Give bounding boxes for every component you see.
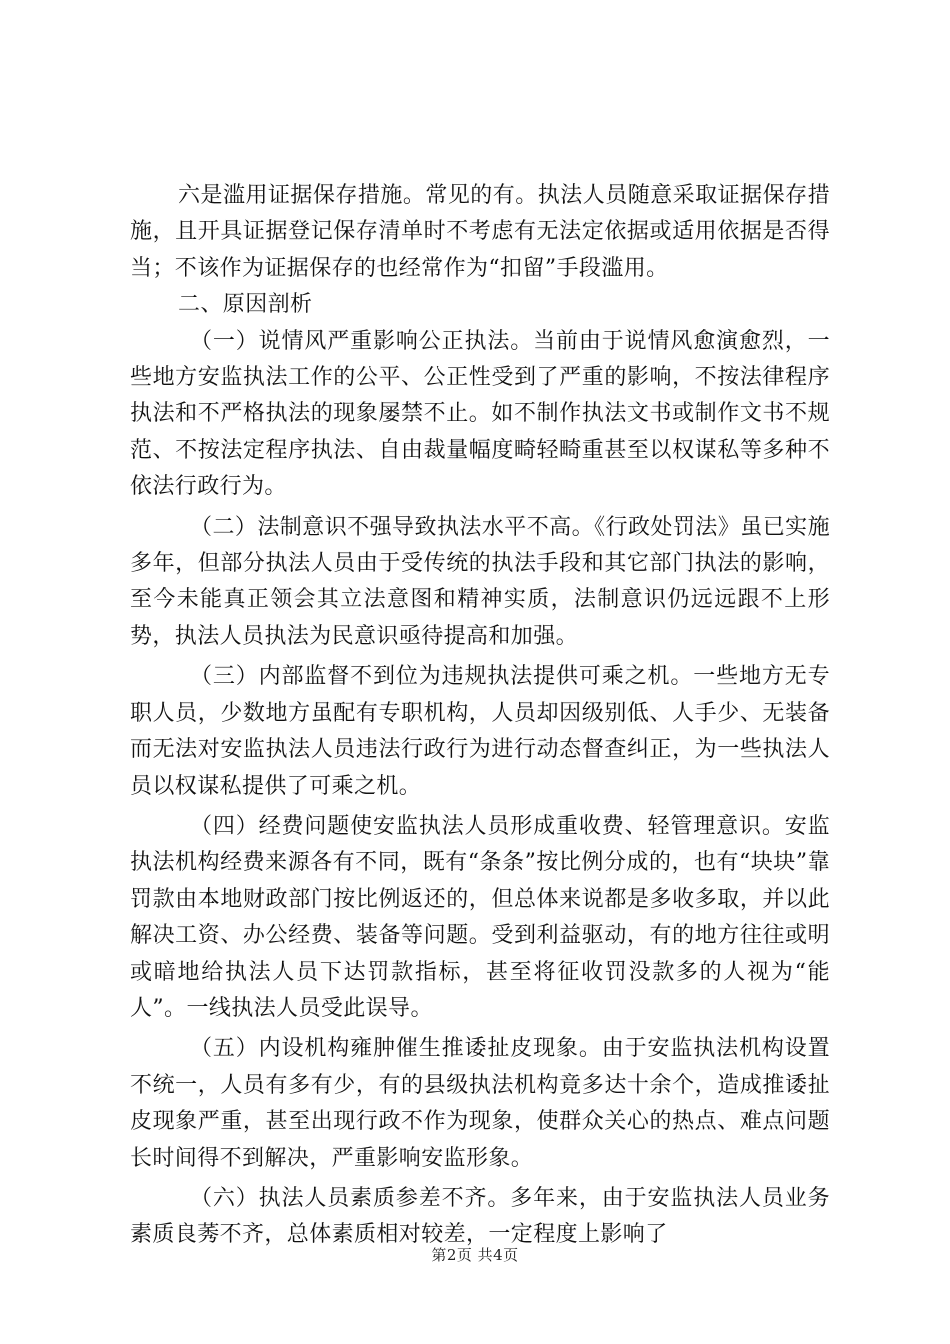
paragraph-evidence-abuse: 六是滥用证据保存措施。常见的有。执法人员随意采取证据保存措施，且开具证据登记保存清单时不考虑有无法定依据或适用依据是否得当；不该作为证据保存的也经常作为“扣留”手段滥用。: [130, 183, 830, 281]
paragraph-cause-5: （五）内设机构雍肿催生推诿扯皮现象。由于安监执法机构设置不统一，人员有多有少，有的县级执法机构竟多达十余个，造成推诿扯皮现象严重，甚至出现行政不作为现象，使群众关心的热点、难点问题长时间得不到解决，严重影响安监形象。: [130, 1036, 830, 1171]
page-footer: [0, 1244, 950, 1265]
paragraph-cause-6: （六）执法人员素质参差不齐。多年来，由于安监执法人员业务素质良莠不齐，总体素质相对较差，一定程度上影响了: [130, 1185, 830, 1248]
paragraph-cause-3: （三）内部监督不到位为违规执法提供可乘之机。一些地方无专职人员，少数地方虽配有专职机构，人员却因级别低、人手少、无装备而无法对安监执法人员违法行政行为进行动态督查纠正，为一些执法人员以权谋私提供了可乘之机。: [130, 664, 830, 799]
document-body: [130, 178, 830, 1254]
section-heading-cause-analysis: 二、原因剖析: [178, 292, 313, 318]
paragraph-cause-2: （二）法制意识不强导致执法水平不高。《行政处罚法》虽已实施多年，但部分执法人员由于受传统的执法手段和其它部门执法的影响，至今未能真正领会其立法意图和精神实质，法制意识仍远远跟不上形势，执法人员执法为民意识亟待提高和加强。: [130, 514, 830, 649]
paragraph-cause-1: （一）说情风严重影响公正执法。当前由于说情风愈演愈烈，一些地方安监执法工作的公平、公正性受到了严重的影响，不按法律程序执法和不严格执法的现象屡禁不止。如不制作执法文书或制作文书不规范、不按法定程序执法、自由裁量幅度畸轻畸重甚至以权谋私等多种不依法行政行为。: [130, 328, 830, 500]
page-number-label: 第2页 共4页: [431, 1246, 519, 1264]
paragraph-cause-4: （四）经费问题使安监执法人员形成重收费、轻管理意识。安监执法机构经费来源各有不同，既有“条条”按比例分成的，也有“块块”靠罚款由本地财政部门按比例返还的，但总体来说都是多收多取，并以此解决工资、办公经费、装备等问题。受到利益驱动，有的地方往往或明或暗地给执法人员下达罚款指标，甚至将征收罚没款多的人视为“能人”。一线执法人员受此误导。: [130, 813, 830, 1021]
